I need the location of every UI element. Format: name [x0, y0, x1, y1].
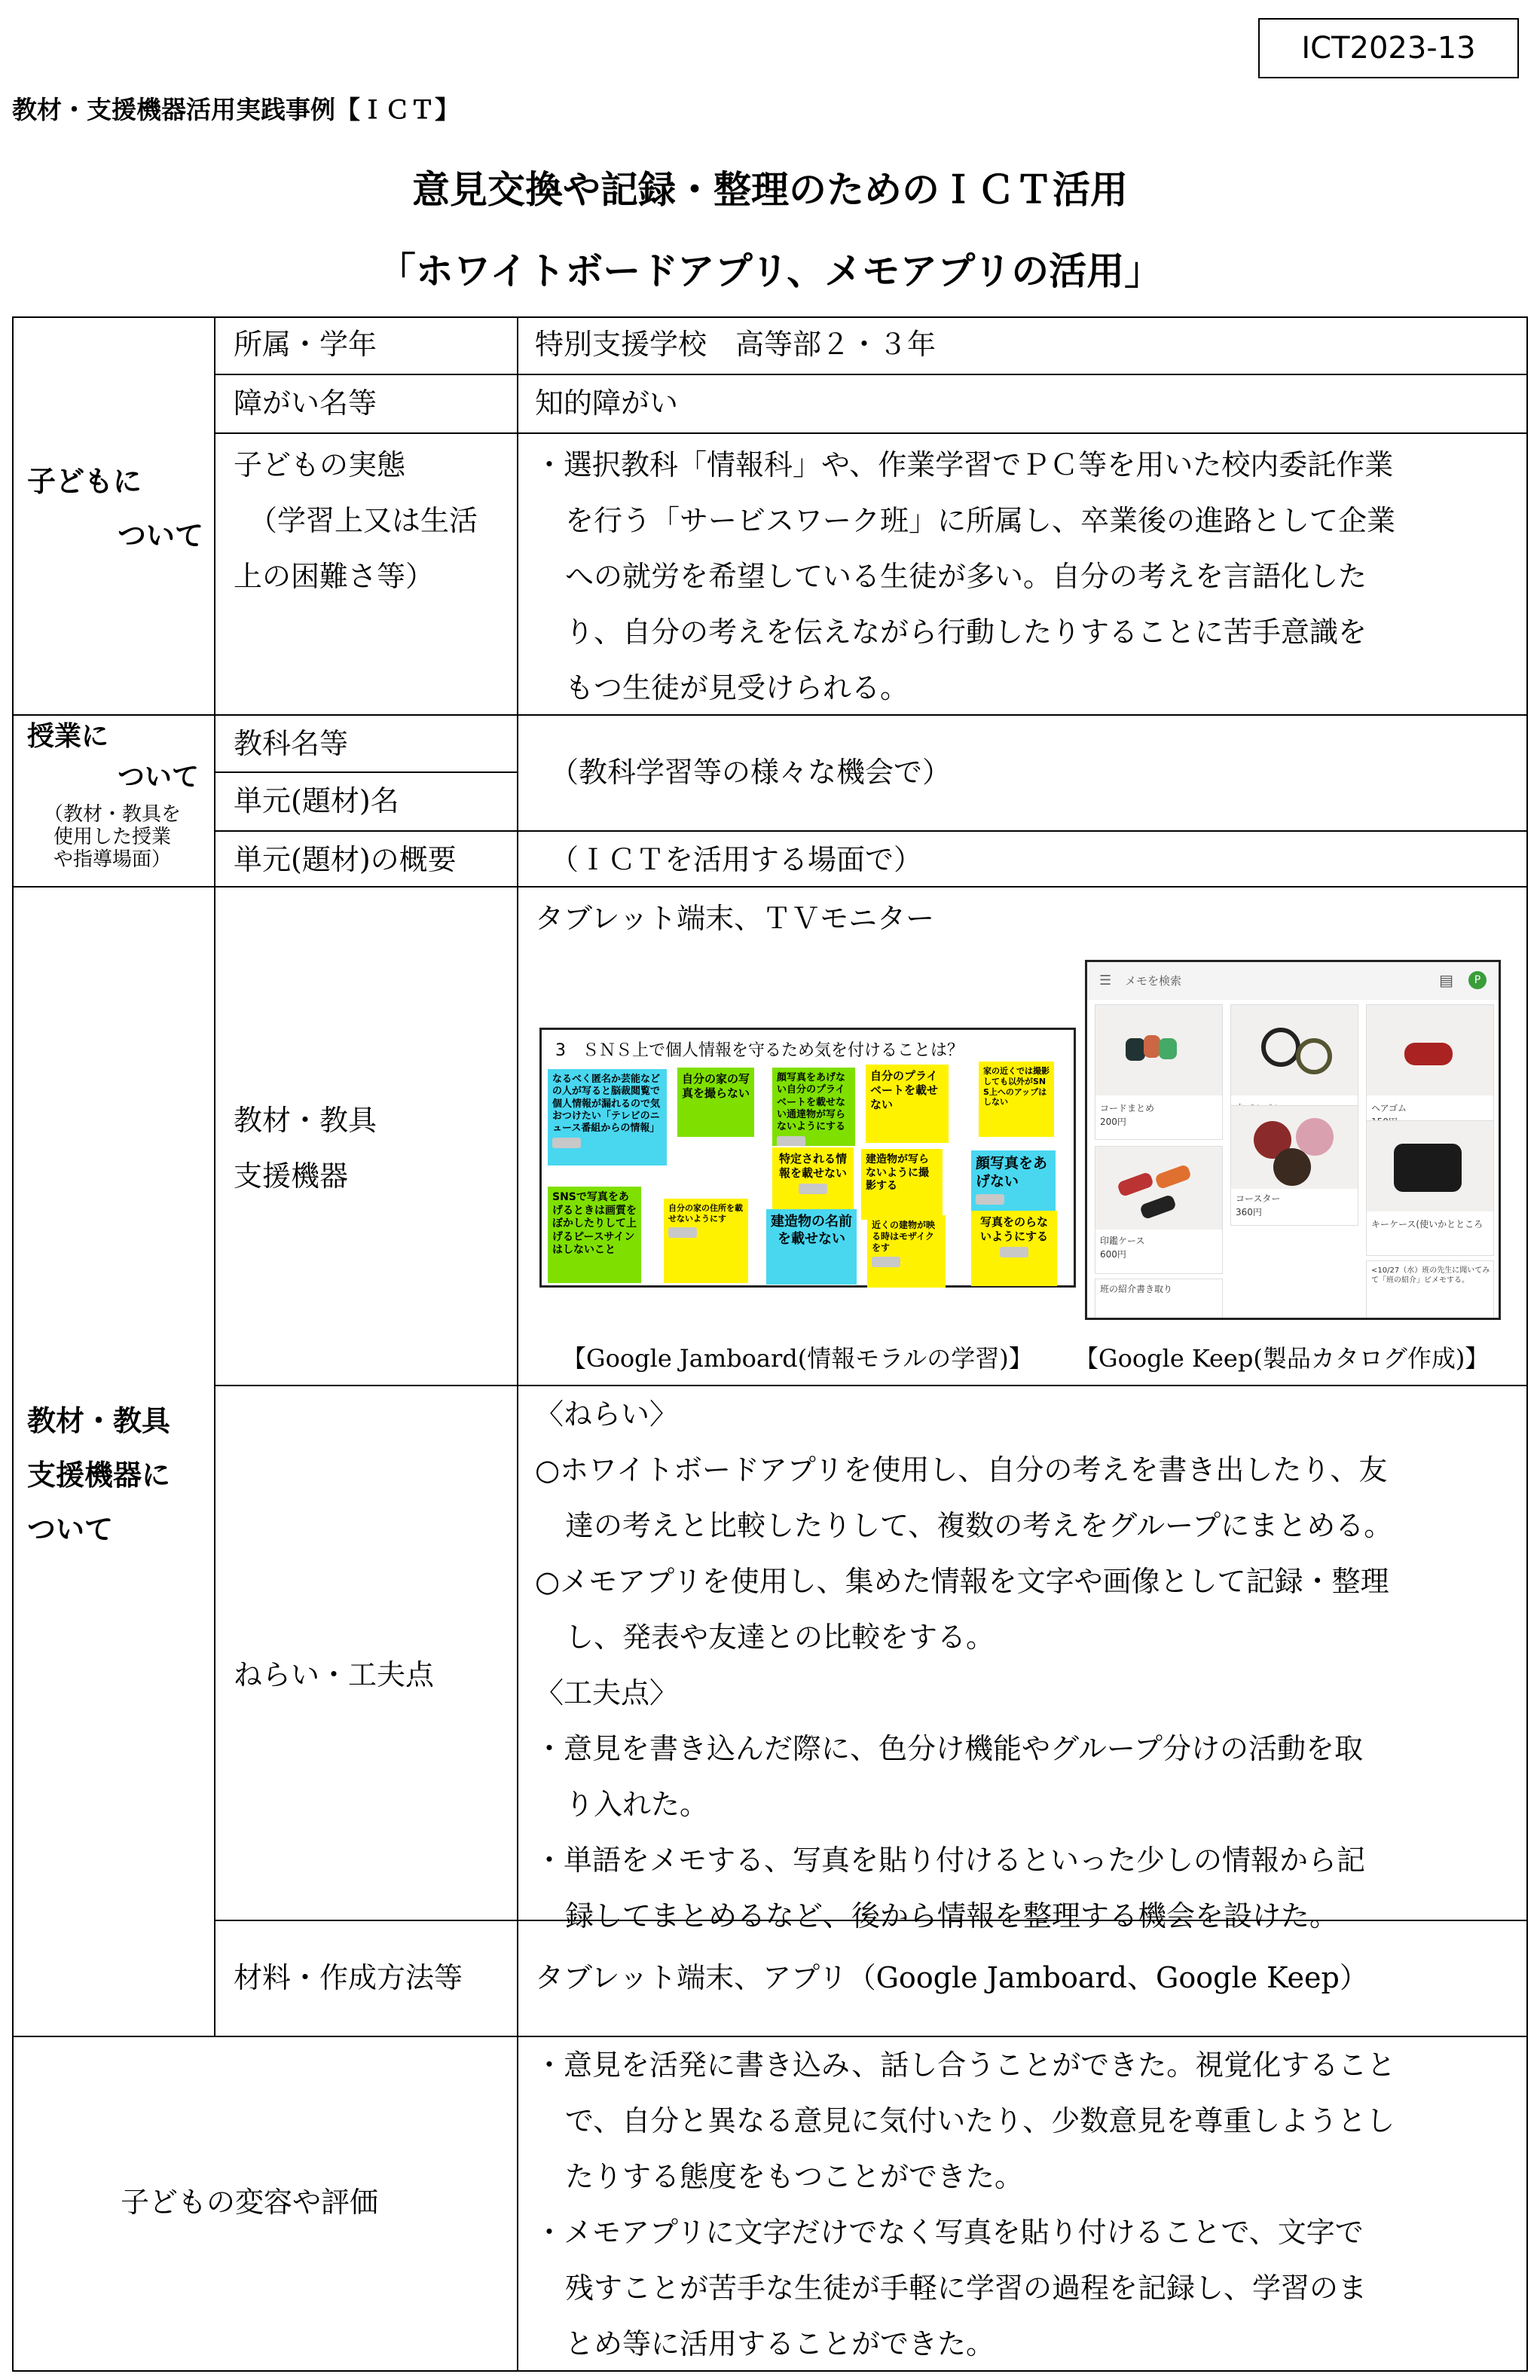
- make-value: タブレット端末、アプリ（Google Jamboard、Google Keep）: [535, 1961, 1368, 1994]
- keep-search-field: メモを検索: [1125, 974, 1182, 988]
- section-child-label: 子どもに ついて: [27, 465, 204, 552]
- summary-value: （ＩＣＴを活用する場面で）: [550, 843, 923, 876]
- subject-label: 教科名等: [234, 727, 349, 760]
- caption-keep: 【Google Keep(製品カタログ作成)】: [1074, 1344, 1490, 1373]
- aims-description: 〈ねらい〉 ○ホワイトボードアプリを使用し、自分の考えを書き出したり、友 達の考えと比較したりして、複数の考えをグループにまとめる。 ○メモアプリを使用し、集めた情報を文字や画像として記録・整理 し、発表や友達との比較をする。 〈工夫点〉 ・意見を書き込んだ際に、色分け機能やグループ分けの活動を取 り入れた。 ・単語をメモする、写真を貼り付けるといった少しの情報から記 録してまとめるなど、後から情報を整理する機会を設けた。: [535, 1398, 1393, 1932]
- make-label: 材料・作成方法等: [234, 1961, 463, 1994]
- avatar: P: [1468, 971, 1487, 989]
- affiliation-label: 所属・学年: [234, 328, 377, 361]
- sticky-note: 自分のプライベートを載せない: [866, 1065, 949, 1143]
- sticky-note: 自分の家の写真を撮らない: [677, 1068, 754, 1137]
- note-card: キーケース(使いかとところ: [1366, 1120, 1494, 1256]
- page-title: 意見交換や記録・整理のためのＩＣＴ活用: [412, 168, 1128, 212]
- sticky-note: なるべく匿名か芸能などの人が写ると脳裁閲覧で個人情報が漏れるので気おつけたい「テレビのニュース番組からの情報」: [548, 1069, 667, 1166]
- summary-label: 単元(題材)の概要: [234, 843, 457, 876]
- note-card: コードまとめ 200円: [1095, 1004, 1223, 1140]
- menu-icon: ☰: [1099, 973, 1112, 988]
- disability-label: 障がい名等: [234, 386, 377, 420]
- info-table: [12, 316, 1528, 2372]
- sticky-note: 家の近くでは撮影しても以外がSNS上へのアップはしない: [979, 1062, 1054, 1137]
- note-card: <10/27（水）班の先生に聞いてみて「班の紹介」ビメモする。: [1366, 1260, 1494, 1320]
- note-card: コースター 360円: [1230, 1105, 1358, 1226]
- sticky-note: 建造物が写らないように撮影する: [861, 1149, 943, 1220]
- section-lesson-note: （教材・教具を 使用した授業 や指導場面）: [43, 803, 181, 871]
- section-materials-label: 教材・教具 支援機器に ついて: [27, 1404, 171, 1546]
- jamboard-title: 3 ＳＮＳ上で個人情報を守るため気を付けることは？: [555, 1041, 964, 1060]
- sticky-note: 写真をのらないようにする: [971, 1211, 1057, 1286]
- evaluation-description: ・意見を活発に書き込み、話し合うことができた。視覚化すること で、自分と異なる意見に気付いたり、少数意見を尊重しようとし たりする態度をもつことができた。 ・メモアプリに文字だけでなく写真を貼り付けることで、文字で 残すことが苦手な生徒が手軽に学習の過程を記録し、学習のま とめ等に活用することができた。: [535, 2049, 1396, 2360]
- subject-value: （教科学習等の様々な機会で）: [550, 756, 952, 789]
- section-lesson-label: 授業に ついて: [27, 721, 200, 793]
- sticky-note: 顔写真をあげない自分のプライベートを載せない通達物が写らないようにする: [772, 1068, 855, 1146]
- aims-label: ねらい・工夫点: [234, 1658, 435, 1691]
- sticky-note: 近くの建物が映る時はモザイクをす: [867, 1215, 946, 1288]
- tools-value: タブレット端末、ＴＶモニター: [535, 902, 935, 935]
- sticky-note: 特定される情報を載せない: [772, 1147, 854, 1221]
- status-description: ・選択教科「情報科」や、作業学習でＰＣ等を用いた校内委託作業 を行う「サービスワーク班」に所属し、卒業後の進路として企業 への就労を希望している生徒が多い。自分の考えを言語化した り、自分の考えを伝えながら行動したりすることに苦手意識を もつ生徒が見受けられる。: [535, 448, 1396, 704]
- note-card: 印鑑ケース 600円: [1095, 1146, 1223, 1274]
- sticky-note: 顔写真をあげない: [971, 1150, 1056, 1227]
- disability-value: 知的障がい: [535, 386, 679, 420]
- sticky-note: 建造物の名前を載せない: [766, 1209, 857, 1285]
- document-category: 教材・支援機器活用実践事例【ＩＣＴ】: [12, 95, 460, 124]
- status-label: 子どもの実態 （学習上又は生活 上の困難さ等）: [234, 448, 478, 593]
- affiliation-value: 特別支援学校 高等部２・３年: [535, 328, 937, 361]
- document-id: ICT2023-13: [1258, 18, 1519, 78]
- keep-screenshot: [1085, 960, 1501, 1320]
- jamboard-screenshot: [539, 1028, 1076, 1288]
- grid-view-icon: ▤: [1439, 971, 1453, 989]
- evaluation-label: 子どもの変容や評価: [121, 2186, 379, 2219]
- caption-jamboard: 【Google Jamboard(情報モラルの学習)】: [562, 1344, 1033, 1373]
- note-card: 班の紹介書き取り: [1095, 1279, 1223, 1320]
- unit-label: 単元(題材)名: [234, 784, 399, 817]
- note-card: ヘアゴム: [1366, 1004, 1494, 1140]
- sticky-note: 自分の家の住所を載せないようにす: [664, 1199, 748, 1283]
- page-subtitle: 「ホワイトボードアプリ、メモアプリの活用」: [377, 249, 1163, 293]
- tools-label: 教材・教具 支援機器: [234, 1104, 377, 1193]
- sticky-note: SNSで写真をあげるときは画質をぼかしたりして上げるピースサインはしないこと: [548, 1187, 641, 1283]
